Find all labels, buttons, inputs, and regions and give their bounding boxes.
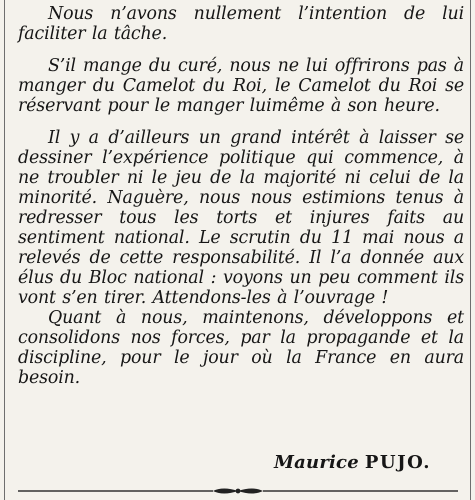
right-column-rule: [470, 0, 471, 500]
paragraph-1: Nous n’avons nullement l’intention de lui faciliter la tâche.: [18, 4, 464, 44]
paragraph-2: S’il mange du curé, nous ne lui offrirons pas à manger du Camelot du Roi, le Camelot du Roi se réservant pour le manger luimême à son heure.: [18, 56, 464, 116]
author-signature: [274, 452, 431, 474]
left-column-rule: [4, 0, 5, 500]
author-first-name: Maurice: [274, 452, 359, 473]
paragraph-3: Il y a d’ailleurs un grand intérêt à laisser se dessiner l’expérience politique qui commence, à ne troubler ni le jeu de la majorité ni celui de la minorité. Naguère, nous nous estimions tenus à redresser tous les torts et injures faits au sentiment national. Le scrutin du 11 mai nous a relevés de cette responsabilité. Il l’a donnée aux élus du Bloc national : voyons un peu comment ils vont s’en tirer. Attendons-les à l’ouvrage !: [18, 128, 464, 308]
paragraph-4: Quant à nous, maintenons, développons et consolidons nos forces, par la propagande et la discipline, pour le jour où la France en aura besoin.: [18, 308, 464, 388]
end-ornament-rule: [18, 484, 458, 498]
article-body: [18, 4, 464, 388]
author-last-name: PUJO.: [364, 452, 431, 473]
